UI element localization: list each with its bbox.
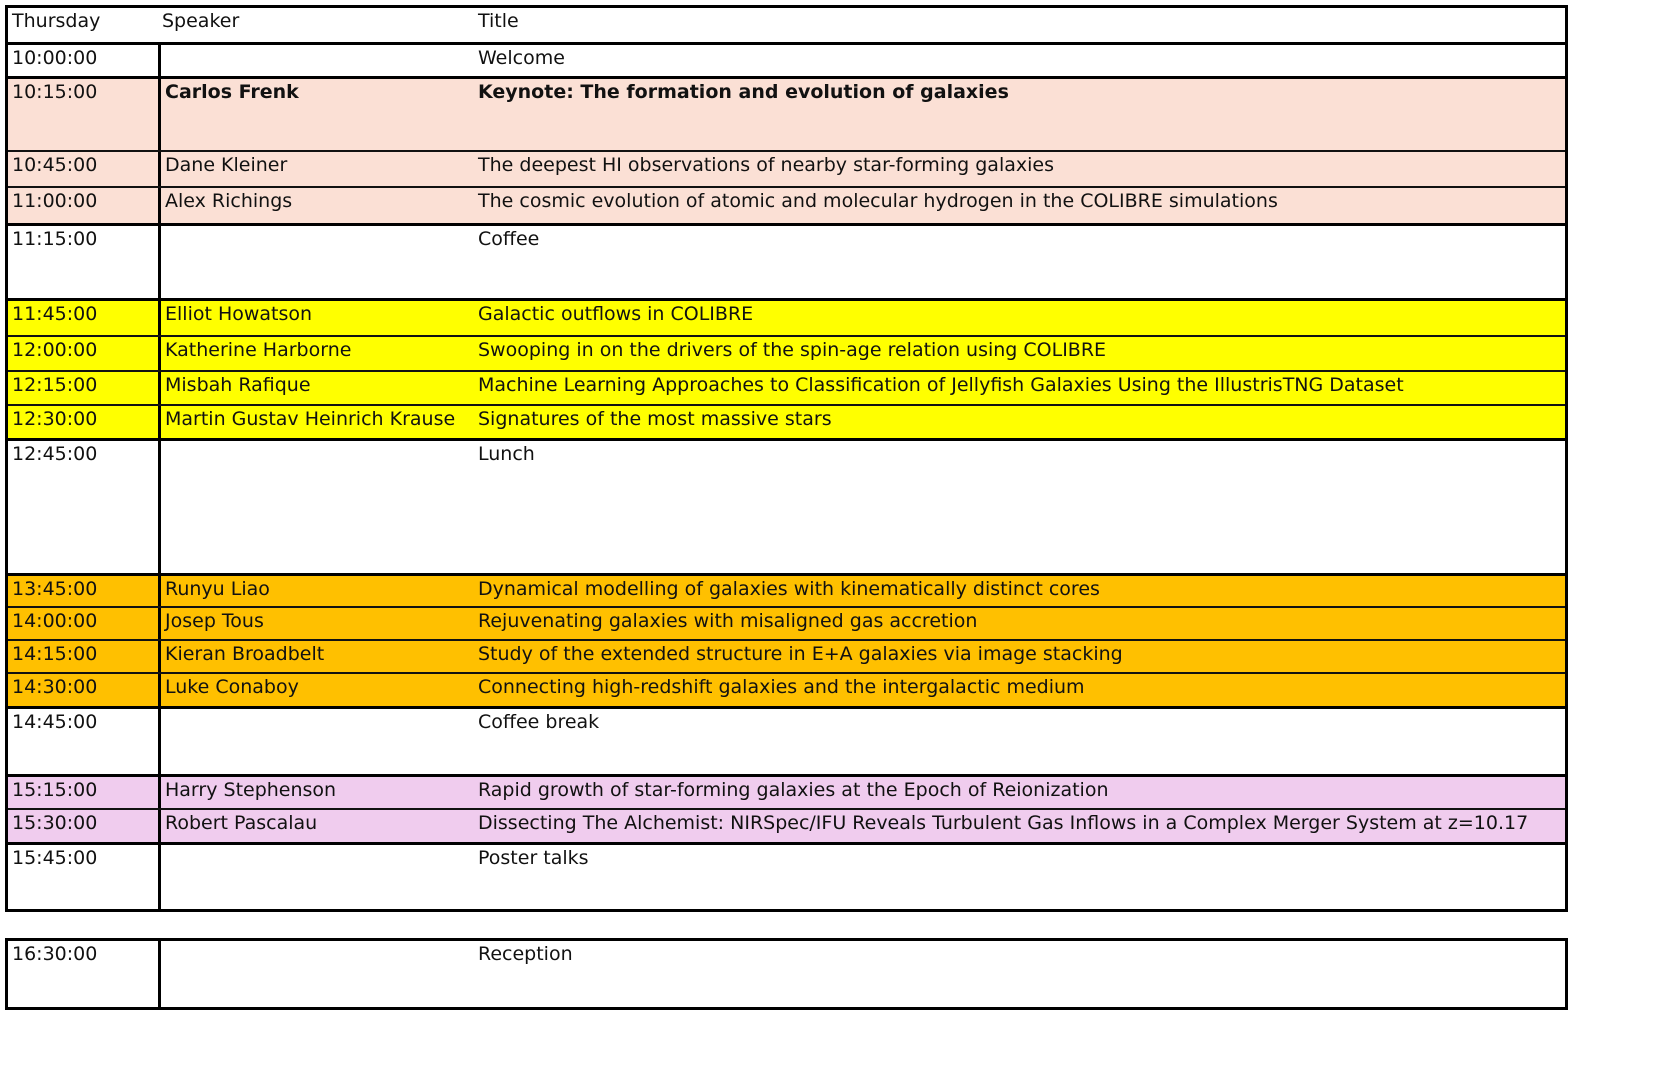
title-cell: The cosmic evolution of atomic and molecular hydrogen in the COLIBRE simulations [478, 190, 1278, 212]
time-cell: 13:45:00 [12, 578, 98, 600]
time-cell: 10:00:00 [12, 47, 98, 69]
speaker-cell: Luke Conaboy [158, 674, 472, 706]
header-day: Thursday [12, 10, 101, 32]
time-cell: 10:45:00 [12, 154, 98, 176]
schedule-row [8, 774, 1565, 808]
reception-table [5, 938, 1568, 1010]
time-cell: 15:45:00 [12, 847, 98, 869]
schedule-row [8, 606, 1565, 639]
time-cell: 12:15:00 [12, 374, 98, 396]
title-cell: Swooping in on the drivers of the spin-age relation using COLIBRE [478, 339, 1107, 361]
title-cell: Galactic outflows in COLIBRE [478, 303, 754, 325]
time-cell: 14:15:00 [12, 643, 98, 665]
time-cell: 14:00:00 [12, 610, 98, 632]
time-cell: 15:30:00 [12, 812, 98, 834]
time-cell: 16:30:00 [12, 943, 98, 965]
speaker-cell [158, 226, 472, 298]
title-cell: Lunch [478, 443, 535, 465]
time-cell: 15:15:00 [12, 779, 98, 801]
title-cell: Reception [478, 943, 573, 965]
schedule-row [8, 223, 1565, 298]
schedule-row [8, 672, 1565, 706]
schedule-row [8, 706, 1565, 774]
title-cell: Welcome [478, 47, 565, 69]
header-title: Title [478, 10, 519, 32]
schedule-row [8, 808, 1565, 842]
title-cell: Rejuvenating galaxies with misaligned gas accretion [478, 610, 978, 632]
speaker-cell [158, 845, 472, 909]
speaker-cell: Robert Pascalau [158, 810, 472, 842]
speaker-cell: Runyu Liao [158, 576, 472, 606]
time-cell: 12:00:00 [12, 339, 98, 361]
time-cell: 11:15:00 [12, 228, 98, 250]
title-cell: Study of the extended structure in E+A galaxies via image stacking [478, 643, 1123, 665]
schedule-table [5, 5, 1568, 912]
title-cell: Dissecting The Alchemist: NIRSpec/IFU Reveals Turbulent Gas Inflows in a Complex Merger System at z=10.17 [478, 812, 1529, 834]
speaker-cell [158, 941, 472, 1007]
header-row [8, 8, 1565, 42]
title-cell: Coffee [478, 228, 540, 250]
speaker-cell: Martin Gustav Heinrich Krause [158, 406, 472, 438]
time-cell: 12:45:00 [12, 443, 98, 465]
reception-row [8, 941, 1565, 1007]
title-cell: Poster talks [478, 847, 589, 869]
time-cell: 14:30:00 [12, 676, 98, 698]
schedule-row [8, 438, 1565, 573]
speaker-cell: Carlos Frenk [158, 79, 472, 150]
time-cell: 12:30:00 [12, 408, 98, 430]
speaker-cell [158, 441, 472, 573]
time-cell: 11:00:00 [12, 190, 98, 212]
header-speaker: Speaker [162, 10, 240, 32]
schedule-row [8, 150, 1565, 186]
title-cell: Machine Learning Approaches to Classification of Jellyfish Galaxies Using the IllustrisTNG Dataset [478, 374, 1404, 396]
speaker-cell: Kieran Broadbelt [158, 641, 472, 672]
schedule-row [8, 404, 1565, 438]
speaker-cell: Dane Kleiner [158, 152, 472, 186]
speaker-cell: Harry Stephenson [158, 777, 472, 808]
schedule-row [8, 76, 1565, 150]
schedule-row [8, 335, 1565, 370]
title-cell: Rapid growth of star-forming galaxies at the Epoch of Reionization [478, 779, 1109, 801]
title-cell: Dynamical modelling of galaxies with kinematically distinct cores [478, 578, 1100, 600]
speaker-cell: Alex Richings [158, 188, 472, 223]
schedule-row [8, 842, 1565, 909]
title-cell: The deepest HI observations of nearby star-forming galaxies [478, 154, 1054, 176]
schedule-row [8, 639, 1565, 672]
speaker-cell [158, 45, 472, 76]
schedule-row [8, 298, 1565, 335]
time-cell: 14:45:00 [12, 711, 98, 733]
title-cell: Signatures of the most massive stars [478, 408, 832, 430]
schedule-row [8, 186, 1565, 223]
title-cell: Coffee break [478, 711, 600, 733]
speaker-cell: Katherine Harborne [158, 337, 472, 370]
schedule-row [8, 573, 1565, 606]
speaker-cell [158, 709, 472, 774]
title-cell: Keynote: The formation and evolution of galaxies [478, 81, 1009, 103]
speaker-cell: Elliot Howatson [158, 301, 472, 335]
title-cell: Connecting high-redshift galaxies and the intergalactic medium [478, 676, 1085, 698]
time-cell: 10:15:00 [12, 81, 98, 103]
schedule-row [8, 370, 1565, 404]
speaker-cell: Josep Tous [158, 608, 472, 639]
speaker-cell: Misbah Rafique [158, 372, 472, 404]
schedule-row [8, 42, 1565, 76]
time-cell: 11:45:00 [12, 303, 98, 325]
